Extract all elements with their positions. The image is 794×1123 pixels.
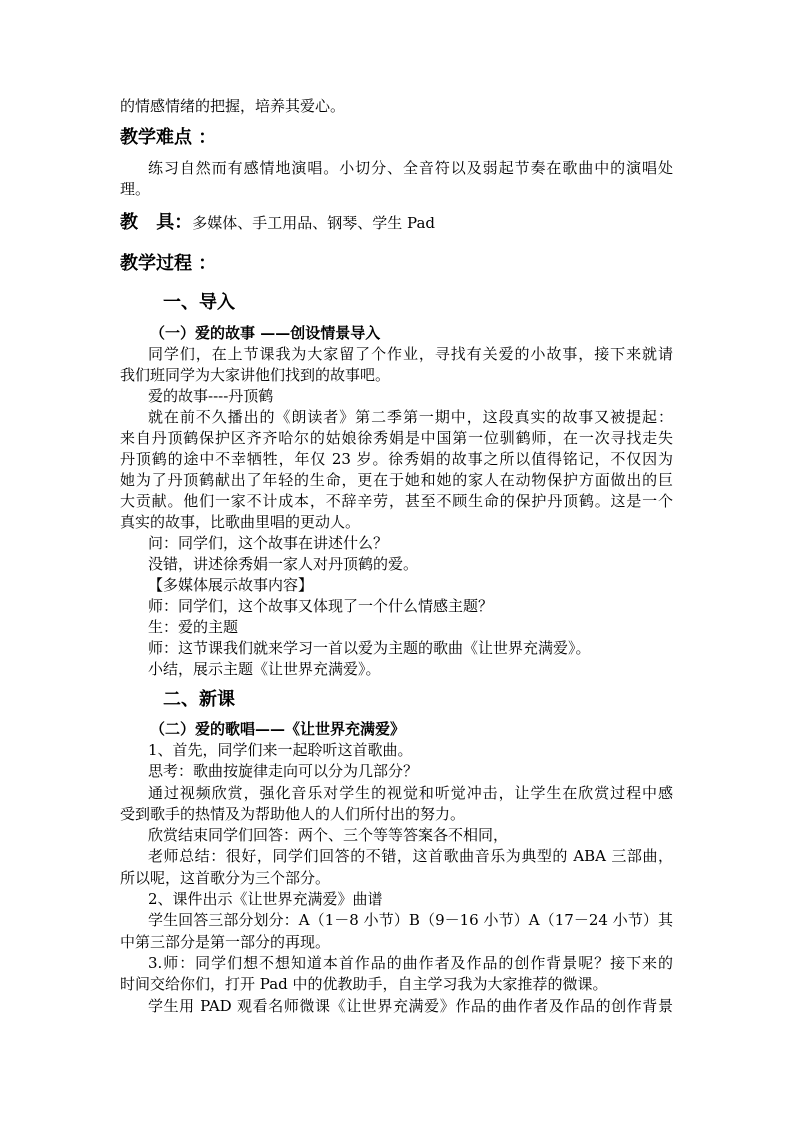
paragraph-line: 中第三部分是第一部分的再现。 xyxy=(120,932,331,951)
paragraph-line: 她为了丹顶鹤献出了年轻的生命，更在于她和她的家人在动物保护方面做出的巨 xyxy=(120,471,673,489)
paragraph-line: 所以呢，这首歌分为三个部分。 xyxy=(120,868,331,887)
heading-part-new-lesson: 二、新课 xyxy=(163,689,235,710)
media-note: 【多媒体展示故事内容】 xyxy=(148,576,314,594)
think-line: 思考：歌曲按旋律走向可以分为几部分？ xyxy=(148,762,419,781)
story-title: 爱的故事----丹顶鹤 xyxy=(148,387,274,405)
teaching-tools-row xyxy=(120,200,673,245)
paragraph-line: 通过视频欣赏，强化音乐对学生的视觉和听觉冲击，让学生在欣赏过程中感 xyxy=(148,783,673,802)
heading-teaching-tools: 教 具： xyxy=(120,212,193,233)
intro-line: 的情感情绪的把握，培养其爱心。 xyxy=(120,97,346,115)
difficulty-line: 理。 xyxy=(120,180,151,198)
subheading-love-singing: （二）爱的歌唱——《让世界充满爱》 xyxy=(150,720,406,738)
answer-line: 没错，讲述徐秀娟一家人对丹顶鹤的爱。 xyxy=(148,555,419,573)
teacher-line: 师：这节课我们就来学习一首以爱为主题的歌曲《让世界充满爱》。 xyxy=(148,639,591,657)
teaching-tools-text: 多媒体、手工用品、钢琴、学生 Pad xyxy=(192,214,436,232)
paragraph-line: 来自丹顶鹤保护区齐齐哈尔的姑娘徐秀娟是中国第一位驯鹤师，在一次寻找走失 xyxy=(120,429,673,447)
student-line: 生：爱的主题 xyxy=(148,618,239,636)
paragraph-line: 老师总结：很好，同学们回答的不错，这首歌曲音乐为典型的 ABA 三部曲， xyxy=(148,847,673,866)
question-line: 问：同学们，这个故事在讲述什么？ xyxy=(148,534,389,552)
answers-line: 欣赏结束同学们回答：两个、三个等等答案各不相同， xyxy=(148,826,509,845)
paragraph-line: 学生回答三部分划分：A（1－8 小节）B（9－16 小节）A（17－24 小节）其 xyxy=(148,911,673,930)
heading-teaching-difficulty: 教学难点 ： xyxy=(120,127,217,148)
paragraph-line: 受到歌手的热情及为帮助他人的人们所付出的努力。 xyxy=(120,804,466,823)
paragraph-line: 学生用 PAD 观看名师微课《让世界充满爱》作品的曲作者及作品的创作背景 xyxy=(148,996,673,1015)
paragraph-line: 大贡献。他们一家不计成本，不辞辛劳，甚至不顾生命的保护丹顶鹤。这是一个 xyxy=(120,492,673,510)
step-line: 1、首先，同学们来一起聆听这首歌曲。 xyxy=(148,741,413,759)
teacher-line: 师：同学们，这个故事又体现了一个什么情感主题？ xyxy=(148,597,494,615)
difficulty-line: 练习自然而有感情地演唱。小切分、全音符以及弱起节奏在歌曲中的演唱处 xyxy=(148,159,673,177)
summary-line: 小结，展示主题《让世界充满爱》。 xyxy=(148,660,381,678)
paragraph-line: 3.师：同学们想不想知道本首作品的曲作者及作品的创作背景呢？接下来的 xyxy=(148,953,673,972)
paragraph-line: 丹顶鹤的途中不幸牺牲，年仅 23 岁。徐秀娟的故事之所以值得铭记，不仅因为 xyxy=(120,450,673,468)
heading-part-intro: 一、导入 xyxy=(163,292,235,313)
heading-teaching-process: 教学过程 ： xyxy=(120,253,217,274)
paragraph-line: 真实的故事，比歌曲里唱的更动人。 xyxy=(120,513,361,531)
document-body xyxy=(120,96,673,1017)
subheading-love-story: （一）爱的故事 ——创设情景导入 xyxy=(150,324,381,342)
paragraph-line: 就在前不久播出的《朗读者》第二季第一期中，这段真实的故事又被提起： xyxy=(148,408,673,426)
step-line: 2、课件出示《让世界充满爱》曲谱 xyxy=(148,890,383,909)
paragraph-line: 同学们，在上节课我为大家留了个作业，寻找有关爱的小故事，接下来就请 xyxy=(148,345,673,363)
paragraph-line: 时间交给你们，打开 Pad 中的优教助手，自主学习我为大家推荐的微课。 xyxy=(120,975,608,994)
paragraph-line: 我们班同学为大家讲他们找到的故事吧。 xyxy=(120,366,391,384)
new-lesson-body xyxy=(120,740,673,1017)
